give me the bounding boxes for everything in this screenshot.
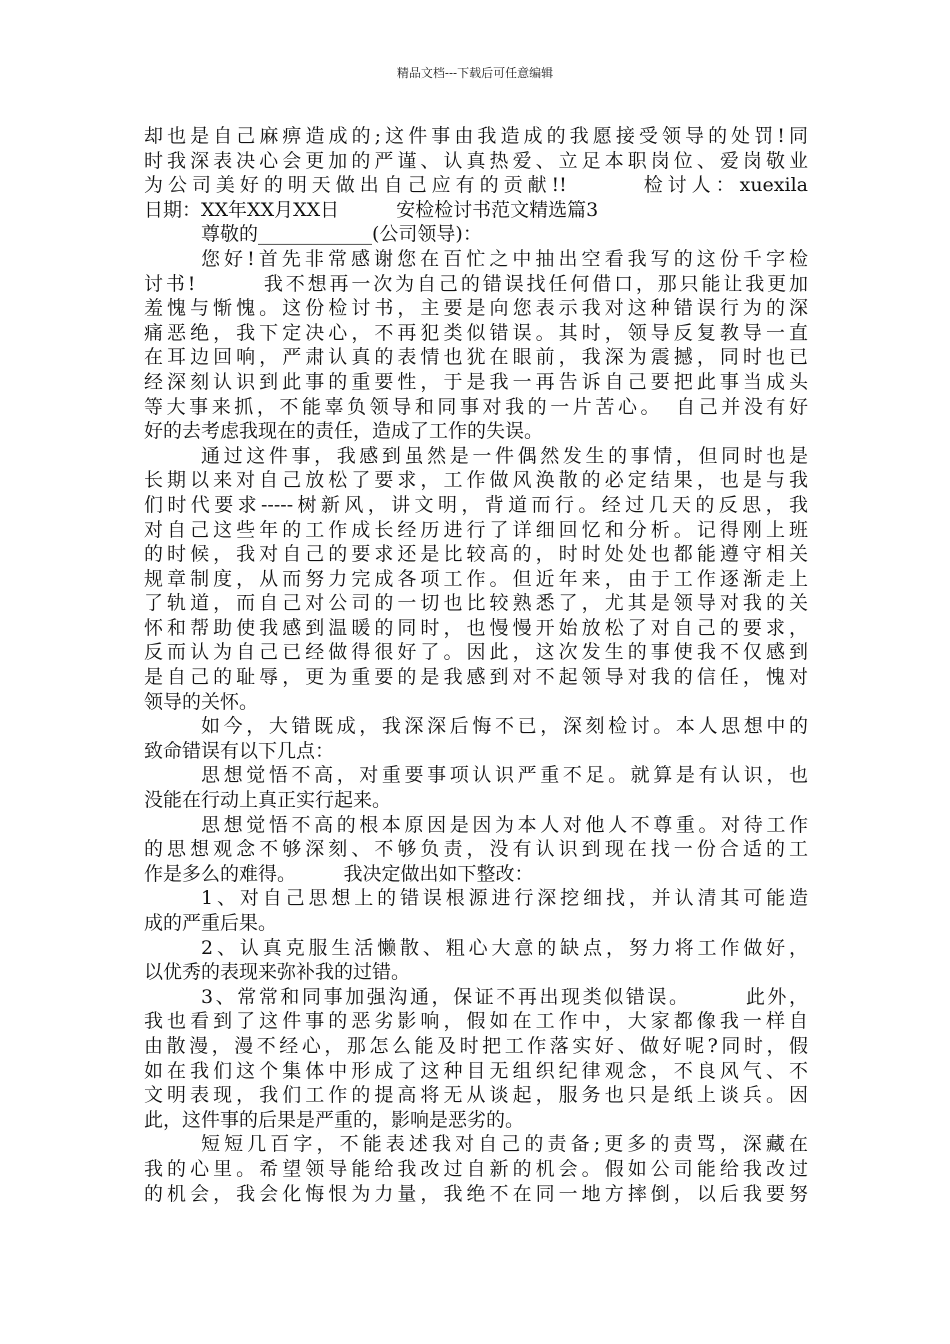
text-line: 了轨道，而自己对公司的一切也比较熟悉了，尤其是领导对我的关 <box>144 592 808 615</box>
text-line: 3、常常和同事加强沟通，保证不再出现类似错误。 此外， <box>201 985 808 1008</box>
text-line: 如今，大错既成，我深深后悔不已，深刻检讨。本人思想中的 <box>201 715 808 738</box>
text-line: 2、认真克服生活懒散、粗心大意的缺点，努力将工作做好， <box>201 936 808 959</box>
text-line: 经深刻认识到此事的重要性，于是我一再告诉自己要把此事当成头 <box>144 370 808 393</box>
text-line: 如在我们这个集体中形成了这种目无组织纪律观念，不良风气、不 <box>144 1059 808 1082</box>
text-line: 们时代要求-----树新风，讲文明，背道而行。经过几天的反思，我 <box>144 493 808 516</box>
text-line: 等大事来抓，不能辜负领导和同事对我的一片苦心。 自己并没有好 <box>144 395 808 418</box>
text-line: 怀和帮助使我感到温暖的同时，也慢慢开始放松了对自己的要求， <box>144 616 808 639</box>
text-line: 却也是自己麻痹造成的;这件事由我造成的我愿接受领导的处罚!同 <box>144 125 808 147</box>
text-line: 思想觉悟不高的根本原因是因为本人对他人不尊重。对待工作 <box>201 813 808 836</box>
text-line: 此，这件事的后果是严重的，影响是恶劣的。 <box>144 1108 525 1131</box>
text-line: 对自己这些年的工作成长经历进行了详细回忆和分析。记得刚上班 <box>144 518 808 541</box>
text-line: 思想觉悟不高，对重要事项认识严重不足。就算是有认识，也 <box>201 764 808 787</box>
text-line: 通过这件事，我感到虽然是一件偶然发生的事情，但同时也是 <box>201 444 808 467</box>
text-line: 以优秀的表现来弥补我的过错。 <box>144 961 411 984</box>
text-line: 1、对自己思想上的错误根源进行深挖细找，并认清其可能造 <box>201 887 808 910</box>
text-line: 反而认为自己已经做得很好了。因此，这次发生的事使我不仅感到 <box>144 641 808 664</box>
text-line: 我的心里。希望领导能给我改过自新的机会。假如公司能给我改过 <box>144 1157 808 1180</box>
text-line: 的机会，我会化悔恨为力量，我绝不在同一地方摔倒，以后我要努 <box>144 1182 808 1205</box>
text-line: 的思想观念不够深刻、不够负责，没有认识到现在找一份合适的工 <box>144 838 808 861</box>
text-line: 作是多么的难得。 我决定做出如下整改： <box>144 862 534 885</box>
text-line: 短短几百字，不能表述我对自己的责备;更多的责骂，深藏在 <box>201 1133 808 1156</box>
text-line: 的时候，我对自己的要求还是比较高的，时时处处也都能遵守相关 <box>144 543 808 566</box>
text-line: 尊敬的____________(公司领导)： <box>201 223 482 246</box>
text-line: 文明表现，我们工作的提高将无从谈起，服务也只是纸上谈兵。因 <box>144 1084 808 1107</box>
text-line: 没能在行动上真正实行起来。 <box>144 789 392 812</box>
text-line: 我也看到了这件事的恶劣影响，假如在工作中，大家都像我一样自 <box>144 1010 808 1033</box>
document-body <box>144 124 808 1206</box>
text-line: 规章制度，从而努力完成各项工作。但近年来，由于工作逐渐走上 <box>144 567 808 590</box>
text-line: 为公司美好的明天做出自己应有的贡献!! 检讨人：xuexila <box>144 174 808 197</box>
text-line: 在耳边回响，严肃认真的表情也犹在眼前，我深为震撼，同时也已 <box>144 346 808 369</box>
text-line: 是自己的耻辱，更为重要的是我感到对不起领导对我的信任，愧对 <box>144 666 808 689</box>
text-line: 讨书! 我不想再一次为自己的错误找任何借口，那只能让我更加 <box>144 272 808 295</box>
text-line: 好的去考虑我现在的责任，造成了工作的失误。 <box>144 420 544 443</box>
text-line: 长期以来对自己放松了要求，工作做风涣散的必定结果，也是与我 <box>144 469 808 492</box>
text-line: 领导的关怀。 <box>144 690 259 713</box>
text-line: 成的严重后果。 <box>144 912 278 934</box>
text-line: 由散漫，漫不经心，那怎么能及时把工作落实好、做好呢?同时，假 <box>144 1034 808 1057</box>
page-header: 精品文档---下载后可任意编辑 <box>396 66 554 80</box>
text-line: 时我深表决心会更加的严谨、认真热爱、立足本职岗位、爱岗敬业 <box>144 149 808 172</box>
text-line: 日期：XX年XX月XX日 安检检讨书范文精选篇3 <box>144 198 599 221</box>
text-line: 痛恶绝，我下定决心，不再犯类似错误。其时，领导反复教导一直 <box>144 321 808 344</box>
text-line: 致命错误有以下几点： <box>144 739 335 762</box>
text-line: 您好!首先非常感谢您在百忙之中抽出空看我写的这份千字检 <box>201 247 808 270</box>
text-line: 羞愧与惭愧。这份检讨书，主要是向您表示我对这种错误行为的深 <box>144 297 808 320</box>
